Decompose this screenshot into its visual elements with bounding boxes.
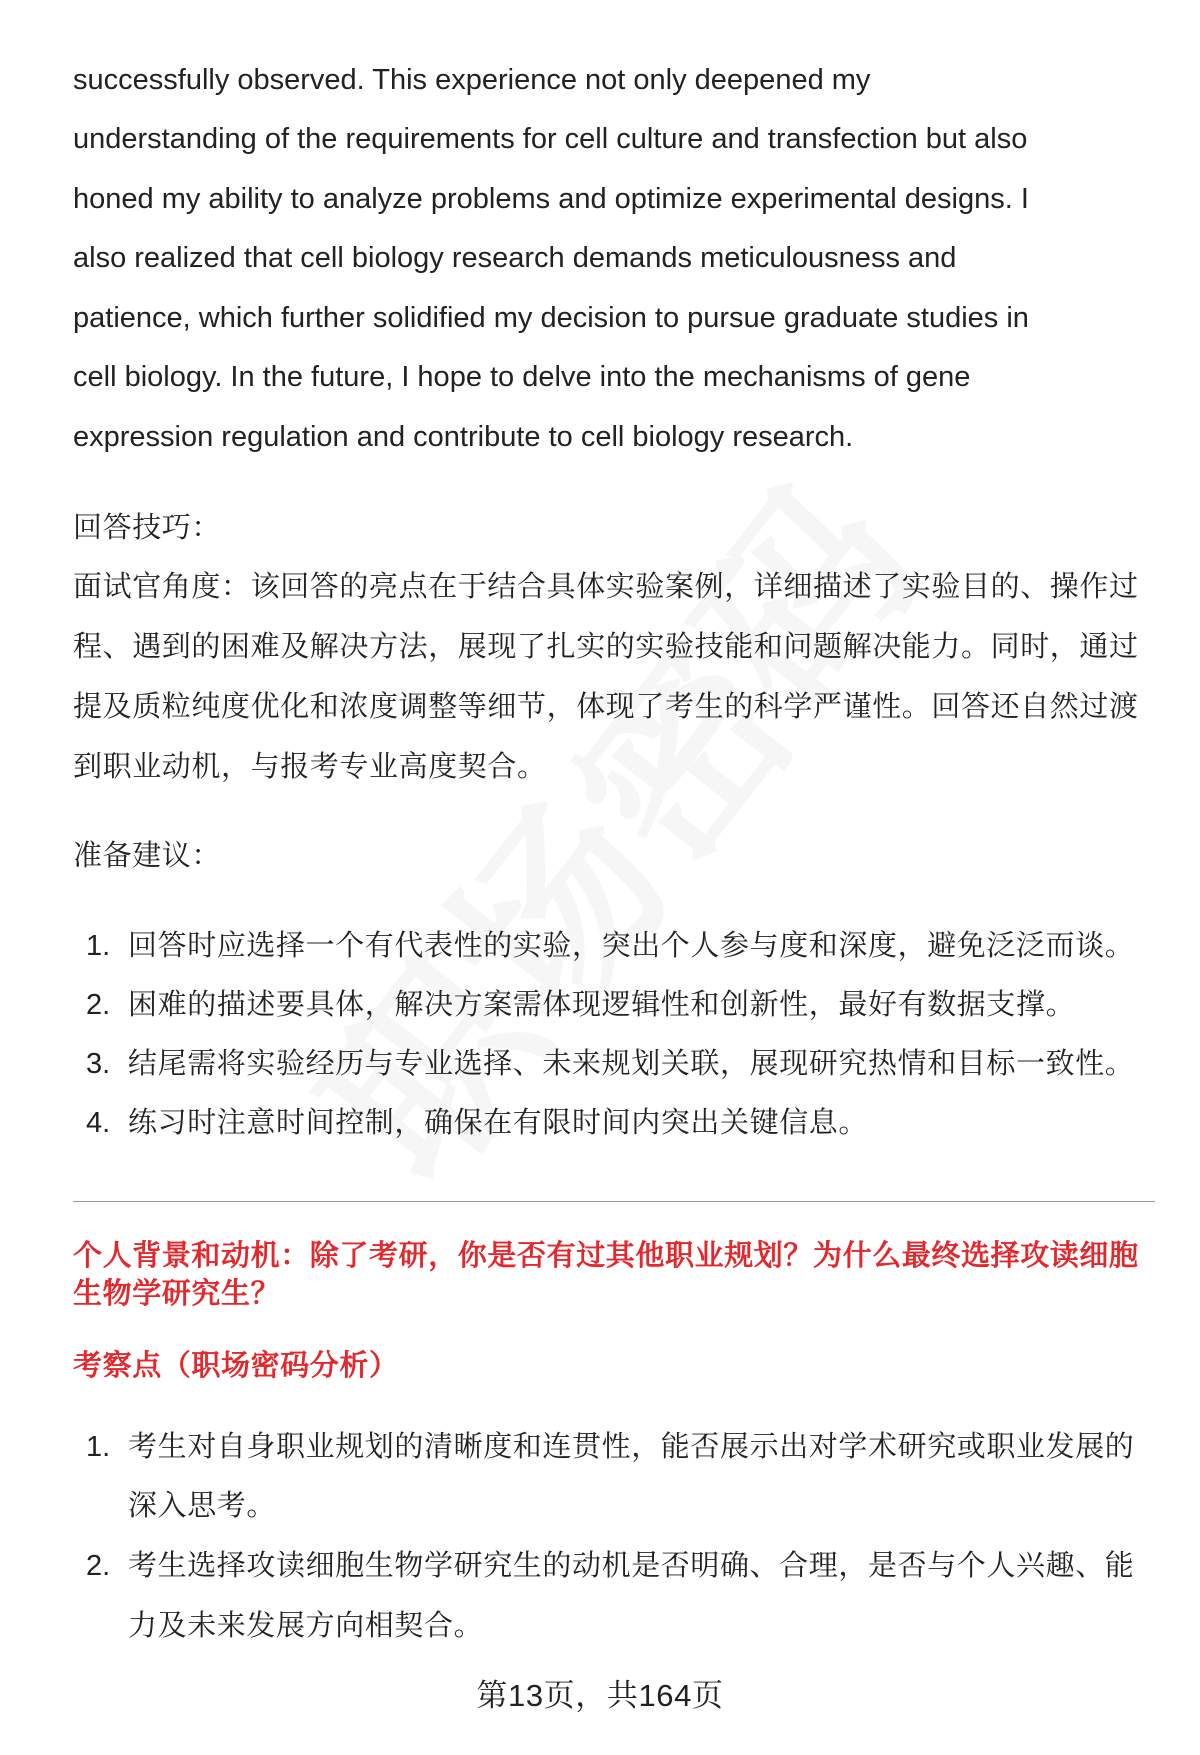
paragraph-line: patience, which further solidified my decision to pursue graduate studies in [73,302,1029,334]
list-item-number: 4. [86,1107,111,1139]
list-item: 考生对自身职业规划的清晰度和连贯性，能否展示出对学术研究或职业发展的 [128,1431,1135,1463]
paragraph-line: cell biology. In the future, I hope to delve into the mechanisms of gene [73,361,971,393]
list-item-number: 2. [86,989,111,1021]
list-item-number: 1. [86,1431,111,1463]
focus-heading: 考察点（职场密码分析） [73,1350,399,1382]
tips-heading: 回答技巧： [73,512,222,544]
list-item-number: 2. [86,1550,111,1582]
page-number: 第13页，共164页 [476,1678,724,1713]
interviewer-line: 到职业动机，与报考专业高度契合。 [73,751,547,783]
interviewer-line: 提及质粒纯度优化和浓度调整等细节，体现了考生的科学严谨性。回答还自然过渡 [73,691,1139,723]
list-item-continuation: 深入思考。 [128,1490,277,1522]
paragraph-line: also realized that cell biology research demands meticulousness and [73,242,957,274]
list-item-continuation: 力及未来发展方向相契合。 [128,1610,484,1642]
interviewer-line: 面试官角度：该回答的亮点在于结合具体实验案例，详细描述了实验目的、操作过 [73,571,1139,603]
question-line: 个人背景和动机：除了考研，你是否有过其他职业规划？为什么最终选择攻读细胞 [73,1240,1139,1272]
list-item: 练习时注意时间控制，确保在有限时间内突出关键信息。 [128,1107,869,1139]
prep-heading: 准备建议： [73,840,222,872]
list-item-number: 3. [86,1048,111,1080]
question-line: 生物学研究生？ [73,1278,281,1310]
list-item-number: 1. [86,930,111,962]
paragraph-line: honed my ability to analyze problems and optimize experimental designs. I [73,183,1029,215]
interviewer-line: 程、遇到的困难及解决方法，展现了扎实的实验技能和问题解决能力。同时，通过 [73,631,1139,663]
paragraph-line: expression regulation and contribute to cell biology research. [73,421,854,453]
section-divider [73,1201,1155,1202]
list-item: 结尾需将实验经历与专业选择、未来规划关联，展现研究热情和目标一致性。 [128,1048,1135,1080]
paragraph-line: successfully observed. This experience not only deepened my [73,64,871,96]
list-item: 回答时应选择一个有代表性的实验，突出个人参与度和深度，避免泛泛而谈。 [128,930,1135,962]
list-item: 困难的描述要具体，解决方案需体现逻辑性和创新性，最好有数据支撑。 [128,989,1076,1021]
paragraph-line: understanding of the requirements for cell culture and transfection but also [73,123,1028,155]
list-item: 考生选择攻读细胞生物学研究生的动机是否明确、合理，是否与个人兴趣、能 [128,1550,1135,1582]
